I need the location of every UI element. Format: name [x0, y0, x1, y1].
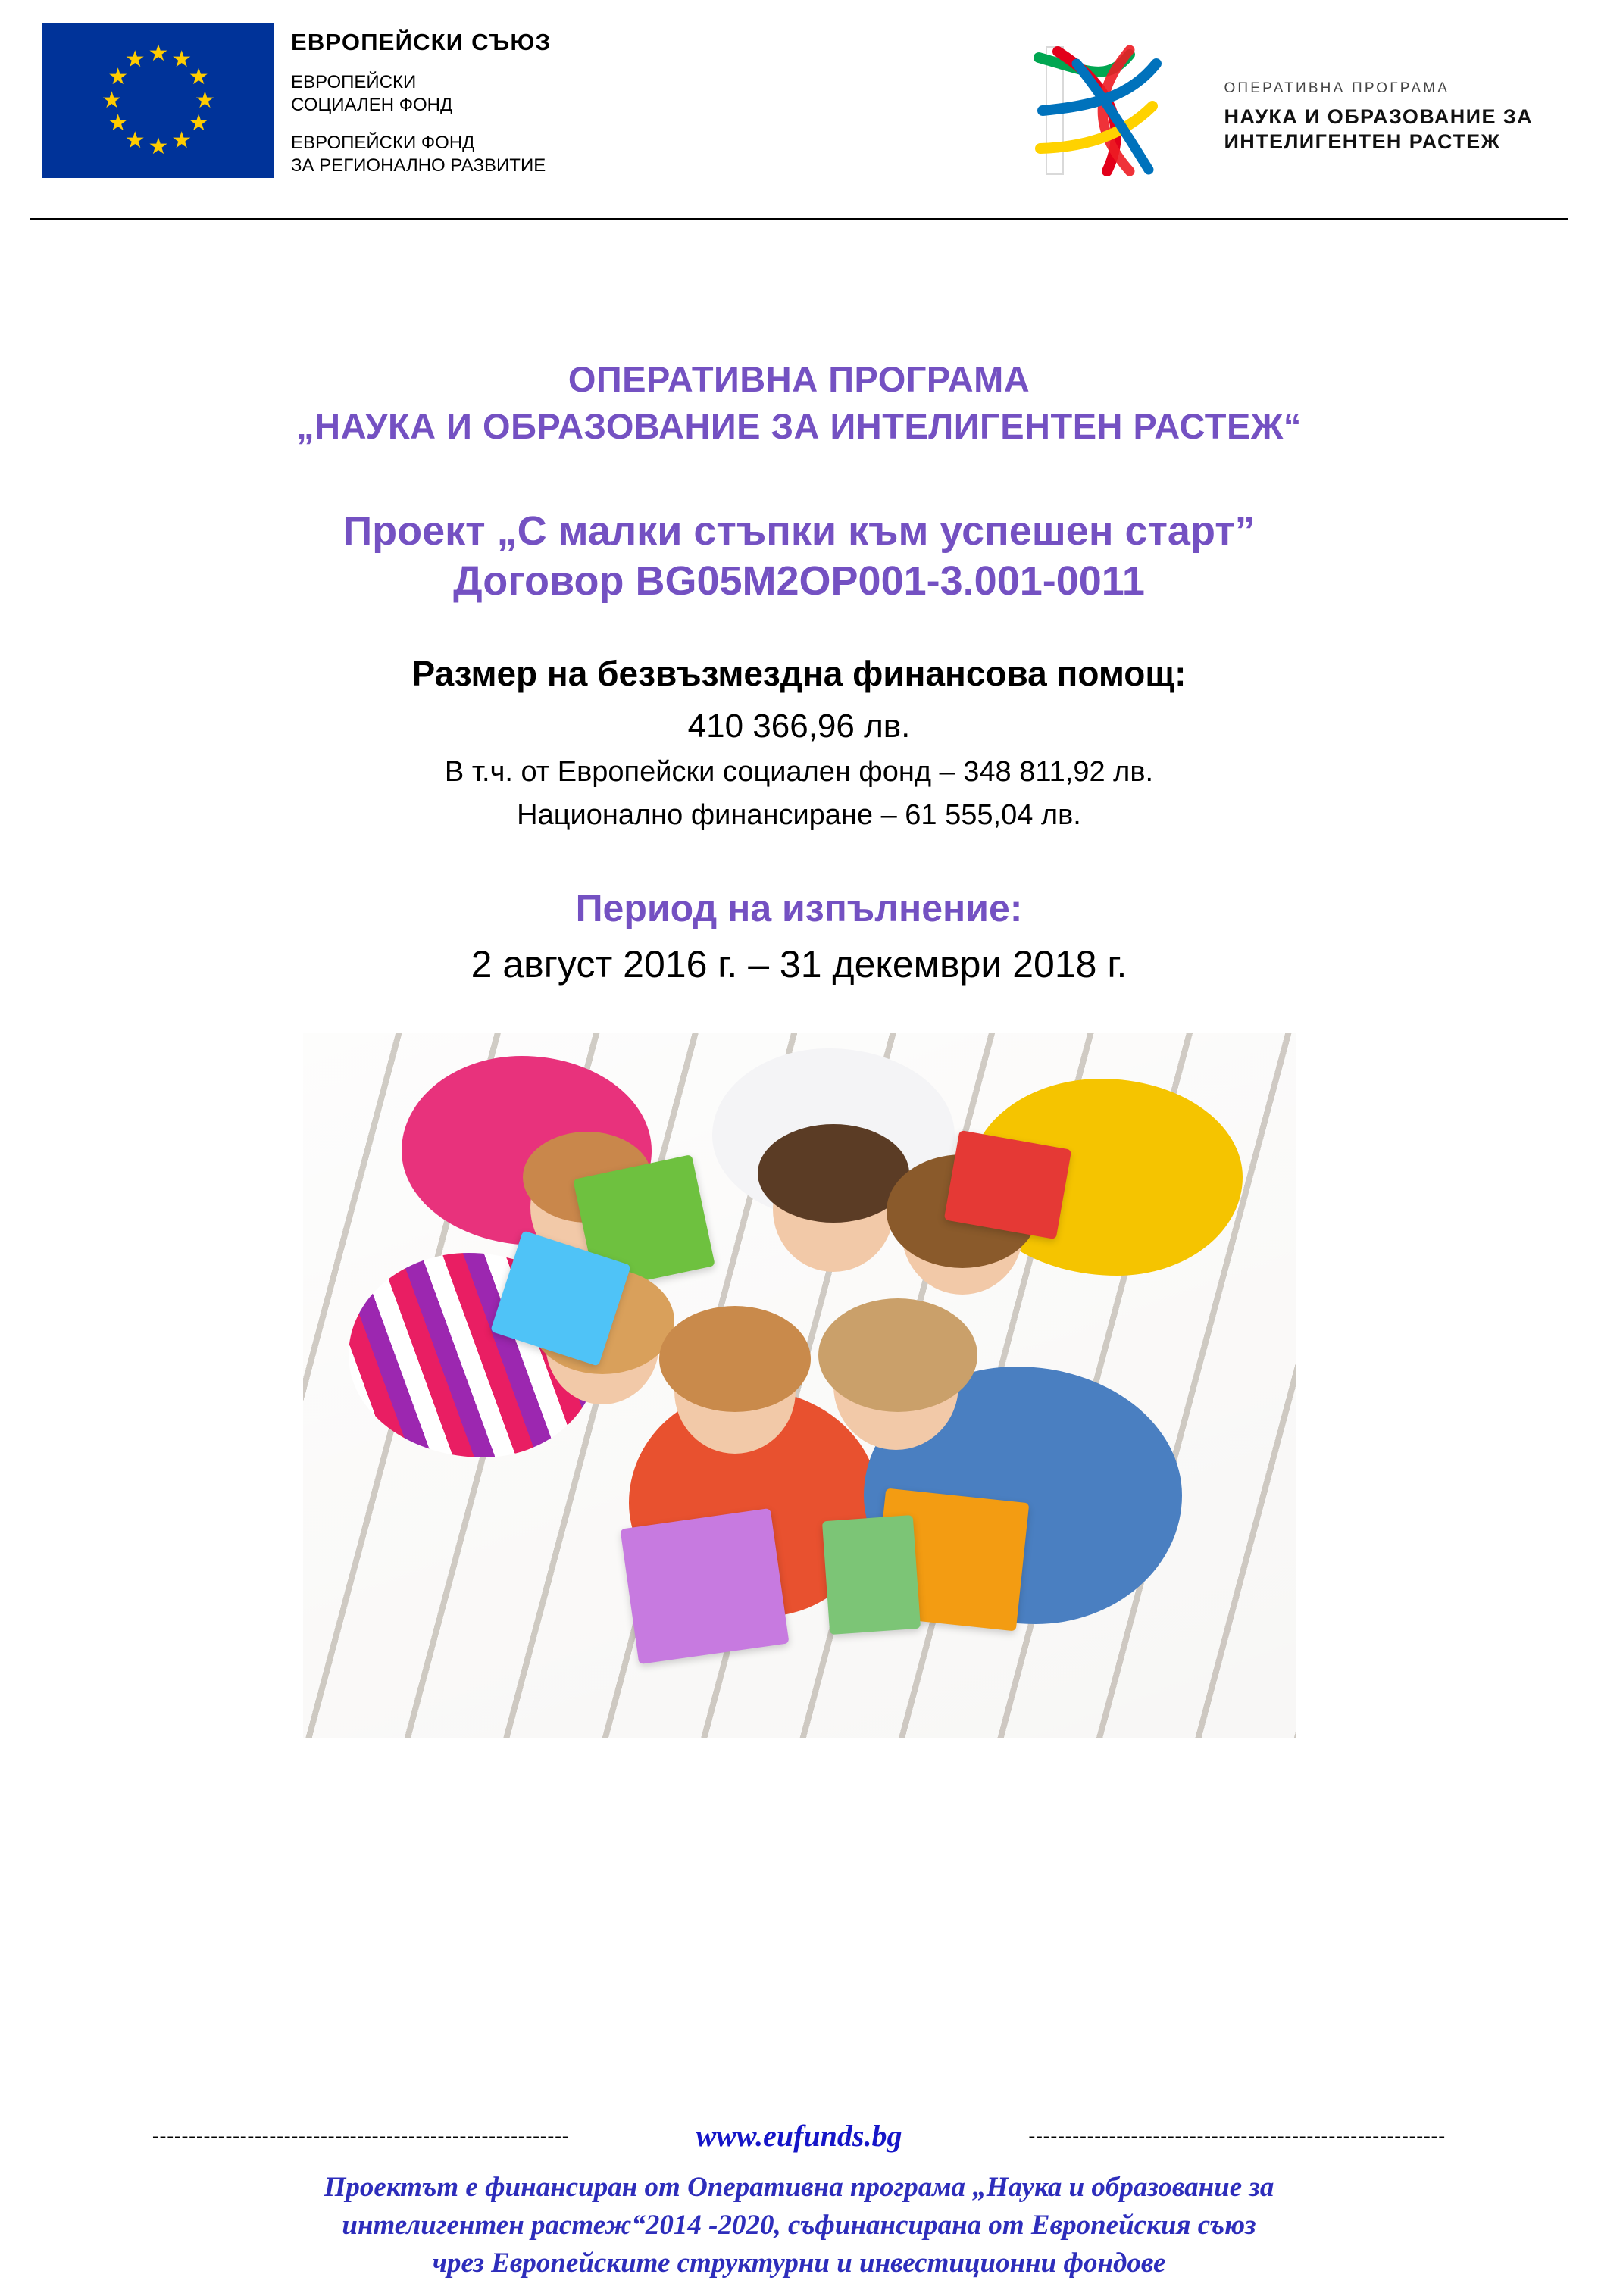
eu-star-icon: ★ — [102, 87, 122, 113]
eu-text-block — [291, 23, 551, 192]
eu-esf-line-1: ЕВРОПЕЙСКИ — [291, 72, 417, 92]
eu-erdf-line-2: ЗА РЕГИОНАЛНО РАЗВИТИЕ — [291, 155, 546, 176]
eu-erdf-line-1: ЕВРОПЕЙСКИ ФОНД — [291, 133, 475, 153]
eu-star-icon: ★ — [195, 87, 215, 113]
op-name-line-1: НАУКА И ОБРАЗОВАНИЕ ЗА — [1224, 105, 1533, 128]
footer-note-line-2: интелигентен растеж“2014 -2020, съфинансирана от Европейския съюз — [342, 2210, 1256, 2241]
program-title — [45, 356, 1553, 450]
footer-note-line-1: Проектът е финансиран от Оперативна програма „Наука и образование за — [324, 2172, 1274, 2203]
document-body — [0, 356, 1598, 1738]
eu-star-icon: ★ — [124, 47, 145, 73]
footer-link-row — [36, 2118, 1562, 2154]
eufunds-link[interactable]: www.eufunds.bg — [696, 2119, 902, 2153]
grant-label: Размер на безвъзмездна финансова помощ: — [411, 654, 1187, 693]
period-value: 2 август 2016 г. – 31 декември 2018 г. — [471, 943, 1127, 986]
project-title — [45, 506, 1553, 606]
eu-emblem-block — [42, 23, 551, 192]
photo-book-purple — [620, 1508, 789, 1664]
eu-star-icon: ★ — [148, 41, 169, 66]
eu-star-icon: ★ — [108, 64, 129, 89]
eu-flag-icon — [42, 23, 274, 178]
eu-esf-line-2: СОЦИАЛЕН ФОНД — [291, 95, 453, 115]
eu-esf-line — [291, 71, 551, 117]
project-contract-number: Договор BG05M2OP001-3.001-0011 — [453, 558, 1145, 604]
photo-child-center-hair — [659, 1306, 811, 1412]
document-footer — [0, 2118, 1598, 2282]
grant-amount: 410 366,96 лв. — [687, 708, 911, 745]
footer-note-line-3: чрез Европейските структурни и инвестиционни фондове — [432, 2248, 1166, 2279]
footer-dashes-left: --------------------------------------------------------- — [152, 2124, 570, 2147]
grant-esf-line: В т.ч. от Европейски социален фонд – 348 811,92 лв. — [444, 756, 1154, 788]
eu-star-icon: ★ — [148, 134, 169, 159]
eu-star-icon: ★ — [171, 47, 192, 73]
photo-book-red — [943, 1130, 1071, 1239]
period-label: Период на изпълнение: — [575, 887, 1023, 929]
op-name-line-2: ИНТЕЛИГЕНТЕН РАСТЕЖ — [1224, 130, 1501, 153]
eu-title: ЕВРОПЕЙСКИ СЪЮЗ — [291, 29, 552, 55]
op-logo-block — [1016, 23, 1556, 181]
document-header — [0, 0, 1598, 220]
grant-national-line: Национално финансиране – 61 555,04 лв. — [517, 799, 1081, 831]
children-photo — [303, 1033, 1296, 1738]
header-inner — [42, 23, 1556, 192]
op-text-block — [1224, 68, 1533, 155]
eu-star-icon: ★ — [171, 127, 192, 153]
project-title-line-1: Проект „С малки стъпки към успешен старт” — [342, 508, 1256, 554]
eu-star-icon: ★ — [188, 64, 209, 89]
op-kicker: ОПЕРАТИВНА ПРОГРАМА — [1224, 80, 1450, 96]
header-divider — [30, 218, 1568, 220]
eu-star-icon: ★ — [108, 111, 129, 136]
photo-book-lightgreen — [821, 1515, 920, 1635]
eu-star-icon: ★ — [124, 127, 145, 153]
program-title-line-1: ОПЕРАТИВНА ПРОГРАМА — [568, 359, 1030, 399]
photo-child-denim-hair — [818, 1298, 977, 1412]
eu-erdf-line — [291, 132, 551, 177]
eu-star-icon: ★ — [188, 111, 209, 136]
op-ribbon-logo-icon — [1016, 41, 1206, 181]
footer-note — [36, 2169, 1562, 2282]
program-title-line-2: „НАУКА И ОБРАЗОВАНИЕ ЗА ИНТЕЛИГЕНТЕН РАСТЕЖ“ — [296, 406, 1302, 446]
footer-dashes-right: --------------------------------------------------------- — [1028, 2124, 1446, 2147]
